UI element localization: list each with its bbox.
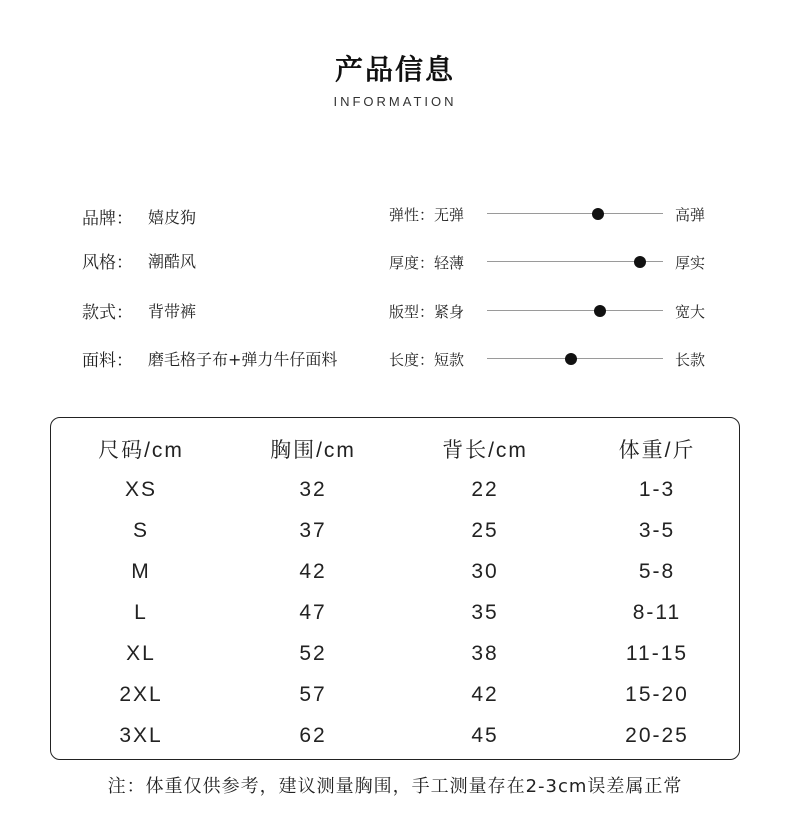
cell-weight: 11-15 (625, 641, 689, 665)
table-row (55, 674, 743, 715)
cell-back-length: 35 (471, 600, 499, 624)
cell-chest: 32 (299, 477, 327, 501)
scale-right-label: 宽大 (675, 303, 706, 321)
scale-track (487, 310, 663, 311)
info-label: 品牌： (82, 208, 133, 229)
scale-elasticity (389, 202, 719, 226)
size-table-header-row (55, 428, 743, 469)
header-back-length: 背长/cm (442, 438, 528, 462)
info-value: 潮酷风 (148, 251, 197, 271)
page-title: 产品信息 (334, 53, 455, 86)
scale-label: 弹性：无弹 (389, 206, 465, 224)
info-value: 嬉皮狗 (148, 207, 197, 227)
measurement-note: 注：体重仅供参考，建议测量胸围，手工测量存在2-3cm误差属正常 (107, 776, 683, 797)
cell-back-length: 38 (471, 641, 499, 665)
scale-right-label: 长款 (675, 351, 706, 369)
scale-label: 厚度：轻薄 (389, 254, 465, 272)
table-row (55, 551, 743, 592)
info-row-fabric (82, 346, 337, 370)
cell-chest: 42 (299, 559, 327, 583)
cell-back-length: 25 (471, 518, 499, 542)
cell-chest: 62 (299, 723, 327, 747)
info-value: 磨毛格子布+弹力牛仔面料 (148, 349, 338, 369)
cell-back-length: 22 (471, 477, 499, 501)
scale-thickness (389, 250, 719, 274)
cell-size: S (132, 518, 149, 542)
size-table (55, 428, 743, 756)
table-row (55, 510, 743, 551)
scale-track (487, 213, 663, 214)
scale-indicator-dot (592, 208, 604, 220)
info-label: 面料： (82, 350, 133, 371)
page-subtitle: INFORMATION (333, 94, 457, 109)
cell-back-length: 30 (471, 559, 499, 583)
scale-indicator-dot (594, 305, 606, 317)
cell-size: 3XL (119, 723, 163, 747)
table-row (55, 715, 743, 756)
table-row (55, 469, 743, 510)
scale-label: 长度：短款 (389, 351, 465, 369)
info-row-type (82, 298, 196, 322)
cell-size: XL (126, 641, 156, 665)
table-row (55, 633, 743, 674)
cell-weight: 1-3 (638, 477, 676, 501)
scale-length (389, 347, 719, 371)
cell-chest: 37 (299, 518, 327, 542)
cell-weight: 8-11 (632, 600, 682, 624)
scale-indicator-dot (565, 353, 577, 365)
info-row-style (82, 248, 196, 272)
info-label: 风格： (82, 252, 133, 273)
cell-weight: 20-25 (625, 723, 689, 747)
scale-indicator-dot (634, 256, 646, 268)
scale-fit (389, 299, 719, 323)
cell-chest: 47 (299, 600, 327, 624)
cell-size: 2XL (119, 682, 163, 706)
cell-size: XS (124, 477, 157, 501)
info-label: 款式： (82, 302, 133, 323)
scale-label: 版型：紧身 (389, 303, 465, 321)
cell-weight: 15-20 (625, 682, 689, 706)
info-row-brand (82, 204, 196, 228)
header-weight: 体重/斤 (618, 438, 696, 462)
cell-size: M (131, 559, 151, 583)
info-value: 背带裤 (148, 301, 197, 321)
cell-size: L (134, 600, 148, 624)
scale-right-label: 高弹 (675, 206, 706, 224)
cell-back-length: 45 (471, 723, 499, 747)
table-row (55, 592, 743, 633)
cell-weight: 5-8 (638, 559, 676, 583)
header-size: 尺码/cm (98, 438, 184, 462)
cell-back-length: 42 (471, 682, 499, 706)
cell-chest: 52 (299, 641, 327, 665)
scale-right-label: 厚实 (675, 254, 706, 272)
cell-chest: 57 (299, 682, 327, 706)
header-chest: 胸围/cm (270, 438, 356, 462)
cell-weight: 3-5 (638, 518, 676, 542)
